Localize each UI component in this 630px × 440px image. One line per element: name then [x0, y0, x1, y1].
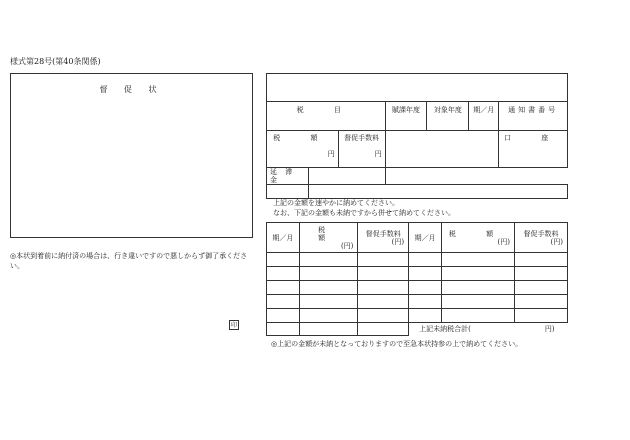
period-header-left: 期／月	[267, 223, 300, 253]
seal-mark: 印	[230, 322, 237, 329]
period-header-right: 期／月	[409, 223, 442, 253]
late-fee-value	[308, 168, 385, 185]
fee-header-left: 督促手数料 (円)	[358, 223, 409, 253]
fee-header-right: 督促手数料 (円)	[515, 223, 568, 253]
tax-detail-table	[266, 73, 568, 199]
arrears-table	[266, 222, 568, 336]
blank-top-row	[267, 74, 568, 102]
arrears-header-row	[267, 223, 568, 253]
tax-amount-cell: 税 額 円	[267, 131, 339, 168]
table-row	[267, 253, 568, 267]
late-fee-label: 延 滞 金	[267, 168, 309, 185]
total-label: 上記未納税合計( 円)	[409, 323, 568, 336]
account-cell: 口 座	[499, 131, 568, 168]
form-label: 様式第28号(第40条関係)	[10, 57, 101, 66]
table-row	[267, 309, 568, 323]
demand-letter-box	[10, 73, 253, 238]
message-line-1: 上記の金額を速やかに納めてください。	[273, 199, 399, 207]
blank-row-a	[267, 185, 309, 199]
total-row	[267, 323, 568, 336]
message-line-2: なお、下記の金額も未納ですから併せて納めてください。	[273, 209, 455, 217]
period-header: 期／月	[469, 102, 499, 131]
tax-item-header: 税 目	[267, 102, 386, 131]
target-year-header: 対象年度	[427, 102, 469, 131]
footer-note: ◎上記の金額が未納となっておりますので至急本状持参の上で納めてください。	[271, 340, 523, 348]
table-row	[267, 281, 568, 295]
table-row	[267, 295, 568, 309]
notice-number-header: 通知書番号	[499, 102, 568, 131]
blank-row-b	[308, 185, 567, 199]
demand-letter-title: 督 促 状	[99, 85, 164, 94]
payment-note: ◎本状到着前に納付済の場合は、行き違いですので悪しからず御了承ください。	[10, 252, 248, 270]
late-fee-blank	[385, 168, 567, 185]
tax-amount-header-right: 税 額 (円)	[442, 223, 515, 253]
tax-amount-header-left: 税 額 (円)	[299, 223, 358, 253]
table-row	[267, 267, 568, 281]
fiscal-year-header: 賦課年度	[385, 102, 427, 131]
fee-cell: 督促手数料 円	[338, 131, 385, 168]
blank-amount-cell	[385, 131, 499, 168]
